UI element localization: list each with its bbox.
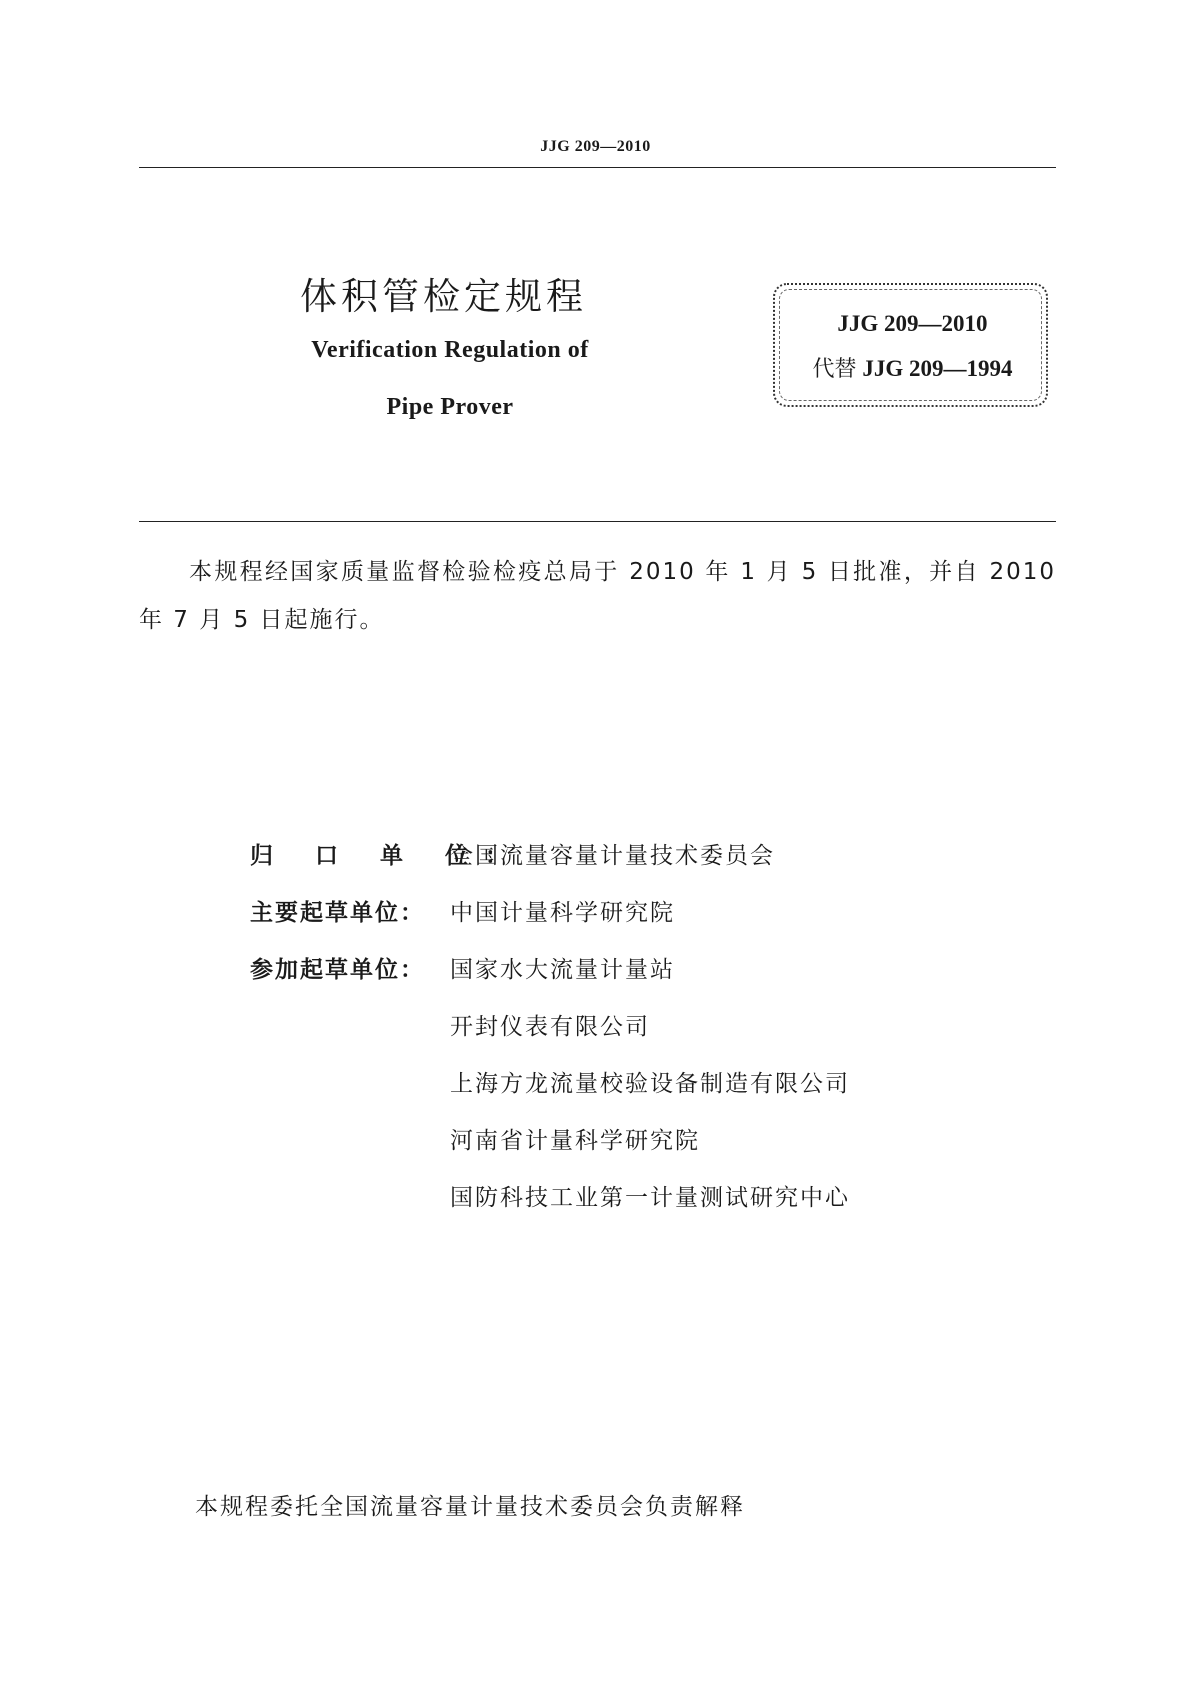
responsible-unit-label: 归 口 单 位： xyxy=(250,843,526,869)
participating-row xyxy=(250,939,1050,996)
main-drafter-value: 中国计量科学研究院 xyxy=(450,900,675,926)
participating-unit: 国防科技工业第一计量测试研究中心 xyxy=(450,1185,850,1211)
replaces-code: JJG 209—1994 xyxy=(862,356,1013,381)
title-english-line1: Verification Regulation of xyxy=(311,337,589,363)
title-chinese: 体积管检定规程 xyxy=(300,275,587,318)
standard-code-box xyxy=(773,283,1048,407)
title-english-line2: Pipe Prover xyxy=(386,394,514,420)
main-drafter-row xyxy=(250,882,1050,939)
approval-statement: 本规程经国家质量监督检验检疫总局于 2010 年 1 月 5 日批准，并自 2010 年 7 月 5 日起施行。 xyxy=(139,559,1056,633)
main-drafter-label: 主要起草单位： xyxy=(250,900,425,926)
participating-unit: 河南省计量科学研究院 xyxy=(450,1128,700,1154)
drafting-units xyxy=(250,825,1050,1224)
participating-label: 参加起草单位： xyxy=(250,957,425,983)
responsible-unit-value: 全国流量容量计量技术委员会 xyxy=(450,843,775,869)
header-standard-code: JJG 209—2010 xyxy=(540,138,651,155)
interpretation-note: 本规程委托全国流量容量计量技术委员会负责解释 xyxy=(195,1494,745,1520)
standard-code: JJG 209—2010 xyxy=(837,311,988,336)
responsible-unit-row xyxy=(250,825,1050,882)
participating-row xyxy=(250,1053,1050,1110)
participating-row xyxy=(250,996,1050,1053)
header-divider xyxy=(139,167,1056,168)
participating-row xyxy=(250,1167,1050,1224)
participating-unit: 上海方龙流量校验设备制造有限公司 xyxy=(450,1071,850,1097)
participating-unit: 国家水大流量计量站 xyxy=(450,957,675,983)
participating-unit: 开封仪表有限公司 xyxy=(450,1014,650,1040)
replaces-line xyxy=(775,352,1050,383)
section-divider xyxy=(139,521,1056,522)
replaces-prefix: 代替 xyxy=(812,357,857,382)
participating-row xyxy=(250,1110,1050,1167)
